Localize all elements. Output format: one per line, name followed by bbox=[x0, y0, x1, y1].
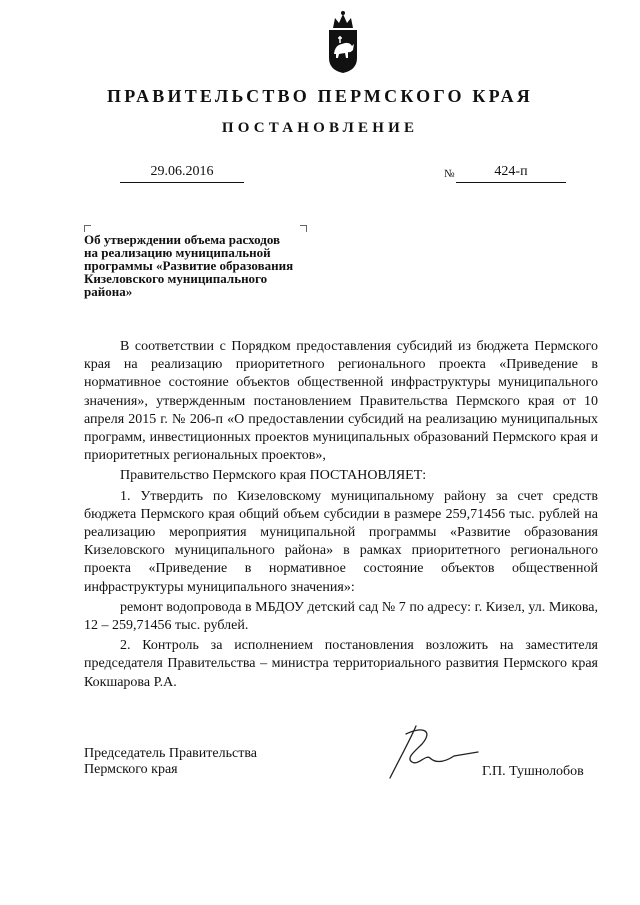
document-number: 424-п bbox=[456, 164, 566, 183]
body-paragraph: Правительство Пермского края ПОСТАНОВЛЯЕТ: bbox=[120, 468, 427, 484]
document-body bbox=[84, 338, 598, 692]
subject-corner-mark bbox=[84, 225, 91, 232]
document-date: 29.06.2016 bbox=[120, 164, 244, 183]
government-title: ПРАВИТЕЛЬСТВО ПЕРМСКОГО КРАЯ bbox=[107, 86, 533, 106]
subject-corner-mark bbox=[300, 225, 307, 232]
body-paragraph: 1. Утвердить по Кизеловскому муниципальному району за счет средств бюджета Пермского края общий объем субсидии в размере 259,71456 тыс. рублей на реализацию мероприятия муниципальной программы «Развитие образования Кизеловского муниципального района» в рамках приоритетного регионального проекта «Приведение в нормативное состояние объектов общественной инфраструктуры муниципального значения»: bbox=[84, 488, 598, 595]
document-subject: Об утверждении объема расходов на реализацию муниципальной программы «Развитие образования Кизеловского муниципального района» bbox=[84, 232, 294, 299]
body-paragraph: 2. Контроль за исполнением постановления возложить на заместителя председателя Правительства – министра территориального развития Пермского края Кокшарова Р.А. bbox=[84, 638, 598, 690]
document-type: ПОСТАНОВЛЕНИЕ bbox=[221, 120, 419, 136]
body-paragraph: ремонт водопровода в МБДОУ детский сад № 7 по адресу: г. Кизел, ул. Микова, 12 – 259,71456 тыс. рублей. bbox=[84, 599, 598, 634]
perm-krai-coat-of-arms-icon bbox=[323, 10, 363, 74]
number-sign: № bbox=[444, 168, 455, 180]
signatory-position: Председатель Правительства Пермского края bbox=[84, 746, 257, 777]
handwritten-signature bbox=[382, 718, 492, 782]
body-paragraph: В соответствии с Порядком предоставления субсидий из бюджета Пермского края на реализацию приоритетного регионального проекта «Приведение в нормативное состояние объектов общественной инфраструктуры муниципального значения», утвержденным постановлением Правительства Пермского края от 10 апреля 2015 г. № 206-п «О предоставлении субсидий на реализацию муниципальных программ, инвестиционных проектов муниципальных образований Пермского края и приоритетных региональных проектов», bbox=[84, 339, 598, 464]
signatory-name: Г.П. Тушнолобов bbox=[482, 764, 584, 779]
